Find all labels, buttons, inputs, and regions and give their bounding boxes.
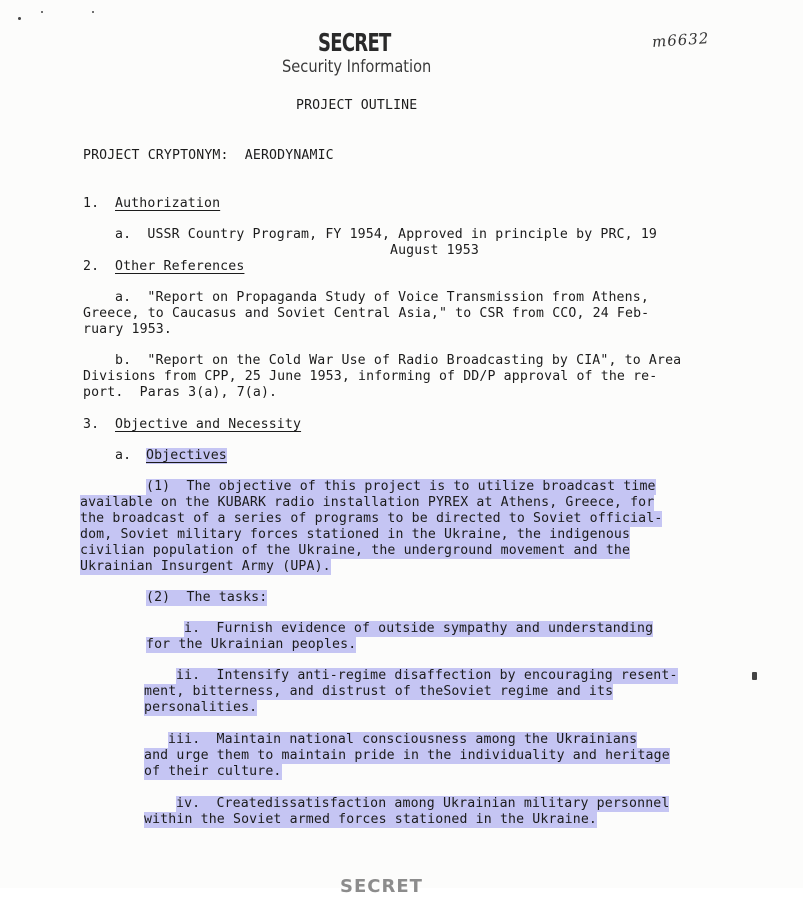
scan-speck xyxy=(752,672,757,680)
objective-paragraph-line: available on the KUBARK radio installation PYREX at Athens, Greece, for xyxy=(80,495,655,510)
reference-b-line: Divisions from CPP, 25 June 1953, informing of DD/P approval of the re- xyxy=(83,369,658,384)
objective-paragraph-line: dom, Soviet military forces stationed in the Ukraine, the indigenous xyxy=(80,527,631,542)
subsection-a-heading: Objectives xyxy=(146,448,227,463)
task-iii-line: and urge them to maintain pride in the individuality and heritage xyxy=(144,748,670,763)
reference-a-line: a. "Report on Propaganda Study of Voice Transmission from Athens, xyxy=(115,290,649,305)
section-1-number: 1. xyxy=(83,196,100,211)
section-3-heading: Objective and Necessity xyxy=(115,417,302,432)
handwritten-doc-number: m6632 xyxy=(651,29,710,51)
section-1-heading: Authorization xyxy=(115,196,221,211)
task-ii-line: ment, bitterness, and distrust of theSoviet regime and its xyxy=(144,684,614,699)
task-i-line: i. Furnish evidence of outside sympathy and understanding xyxy=(184,621,654,636)
section-2-number: 2. xyxy=(83,259,100,274)
reference-b-line: b. "Report on the Cold War Use of Radio Broadcasting by CIA", to Area xyxy=(115,353,682,368)
task-iv-line: within the Soviet armed forces stationed in the Ukraine. xyxy=(144,812,598,827)
tasks-heading: (2) The tasks: xyxy=(146,590,268,605)
classification-stamp: SECRET xyxy=(318,28,391,57)
authorization-item-a-cont: August 1953 xyxy=(390,243,479,258)
scan-speck xyxy=(41,11,43,13)
task-iii-line: of their culture. xyxy=(144,764,282,779)
task-i-line: for the Ukrainian peoples. xyxy=(146,637,357,652)
authorization-item-a: a. USSR Country Program, FY 1954, Approved in principle by PRC, 19 xyxy=(115,227,657,242)
task-iv-line: iv. Createdissatisfaction among Ukrainian military personnel xyxy=(176,796,670,811)
objective-paragraph-line: (1) The objective of this project is to utilize broadcast time xyxy=(146,479,656,494)
reference-a-line: Greece, to Caucasus and Soviet Central Asia," to CSR from CCO, 24 Feb- xyxy=(83,306,650,321)
objective-paragraph-line: Ukrainian Insurgent Army (UPA). xyxy=(80,559,331,574)
section-3-number: 3. xyxy=(83,417,100,432)
classification-subtitle: Security Information xyxy=(282,57,432,77)
scan-speck xyxy=(92,11,94,13)
scan-speck xyxy=(18,17,21,20)
objective-paragraph-line: civilian population of the Ukraine, the underground movement and the xyxy=(80,543,631,558)
subsection-a-label: a. xyxy=(115,448,132,463)
task-ii-line: personalities. xyxy=(144,700,258,715)
reference-a-line: ruary 1953. xyxy=(83,322,172,337)
objective-paragraph-line: the broadcast of a series of programs to be directed to Soviet official- xyxy=(80,511,663,526)
task-iii-line: iii. Maintain national consciousness among the Ukrainians xyxy=(168,732,638,747)
reference-b-line: port. Paras 3(a), 7(a). xyxy=(83,385,278,400)
footer-classification-stamp: SECRET xyxy=(340,876,423,897)
task-ii-line: ii. Intensify anti-regime disaffection by encouraging resent- xyxy=(176,668,678,683)
section-2-heading: Other References xyxy=(115,259,245,274)
project-cryptonym: PROJECT CRYPTONYM: AERODYNAMIC xyxy=(83,148,334,163)
document-title: PROJECT OUTLINE xyxy=(296,98,418,113)
